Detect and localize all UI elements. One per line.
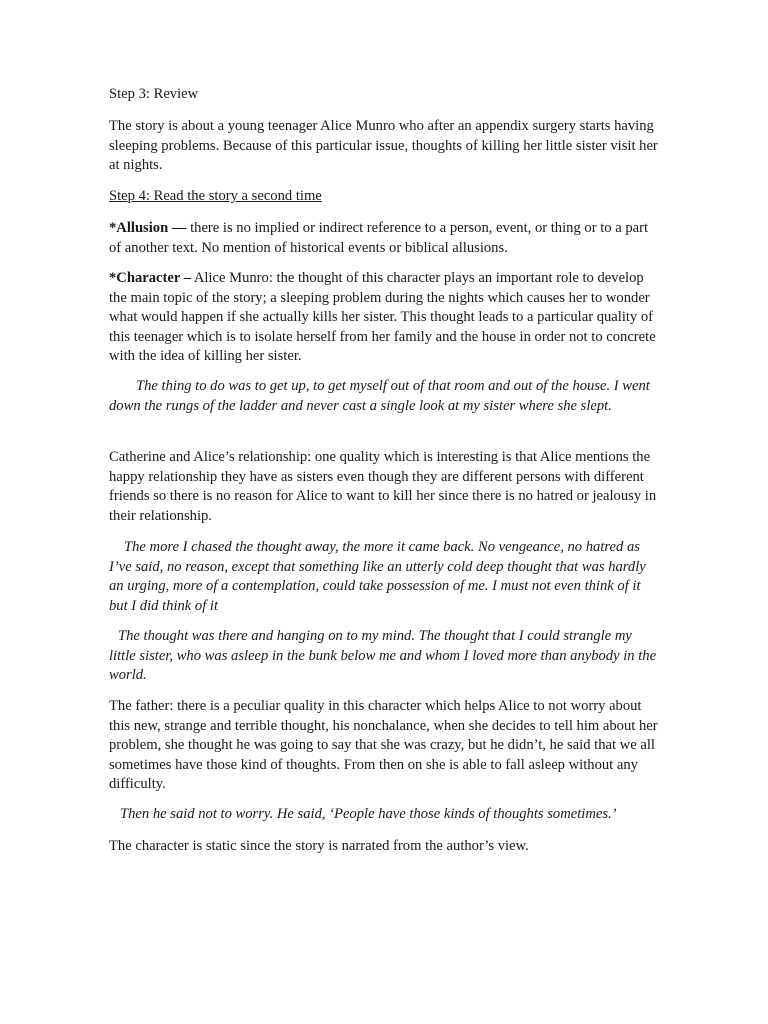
closing-paragraph: The character is static since the story is narrated from the author’s view.	[109, 838, 529, 854]
review-paragraph: The story is about a young teenager Alice Munro who after an appendix surgery starts having sleeping problems. Because of this particular issue, thoughts of killing her little sister visit her at nights.	[109, 118, 658, 173]
quote-thought-hanging: The thought was there and hanging on to my mind. The thought that I could strangle my little sister, who was asleep in the bunk below me and whom I loved more than anybody in the world.	[109, 628, 657, 683]
relationship-paragraph: Catherine and Alice’s relationship: one quality which is interesting is that Alice mentions the happy relationship they have as sisters even though they are different persons with different friends so there is no reason for Alice to want to kill her since there is no hatred or jealousy in their relationship.	[109, 449, 657, 524]
step4-heading: Step 4: Read the story a second time	[109, 188, 322, 204]
allusion-label: *Allusion —	[109, 220, 187, 236]
character-label: *Character –	[109, 270, 191, 286]
allusion-text: there is no implied or indirect reference to a person, event, or thing or to a part of another text. No mention of historical events or biblical allusions.	[109, 220, 649, 256]
allusion-paragraph	[109, 219, 661, 258]
quote-get-up: The thing to do was to get up, to get myself out of that room and out of the house. I went down the rungs of the ladder and never cast a single look at my sister where she slept.	[109, 378, 650, 414]
character-paragraph	[109, 269, 661, 367]
quote-chased-thought: The more I chased the thought away, the more it came back. No vengeance, no hatred as I’ve said, no reason, except that something like an utterly cold deep thought that was hardly an urging, more of a contemplation, could take possession of me. I must not even think of it but I did think of it	[109, 539, 646, 614]
character-text: Alice Munro: the thought of this character plays an important role to develop the main topic of the story; a sleeping problem during the nights which causes her to wonder what would happen if she actually kills her sister. This thought leads to a particular quality of this teenager which is to isolate herself from her family and the house in order not to concrete with the idea of killing her sister.	[109, 270, 656, 364]
father-paragraph: The father: there is a peculiar quality in this character which helps Alice to not worry about this new, strange and terrible thought, his nonchalance, when she decides to tell him about her problem, she thought he was going to say that she was crazy, but he didn’t, he said that we all sometimes have those kind of thoughts. From then on she is able to fall asleep without any difficulty.	[109, 698, 658, 792]
quote-not-to-worry: Then he said not to worry. He said, ‘People have those kinds of thoughts sometimes.’	[120, 806, 617, 822]
step3-heading: Step 3: Review	[109, 86, 199, 102]
